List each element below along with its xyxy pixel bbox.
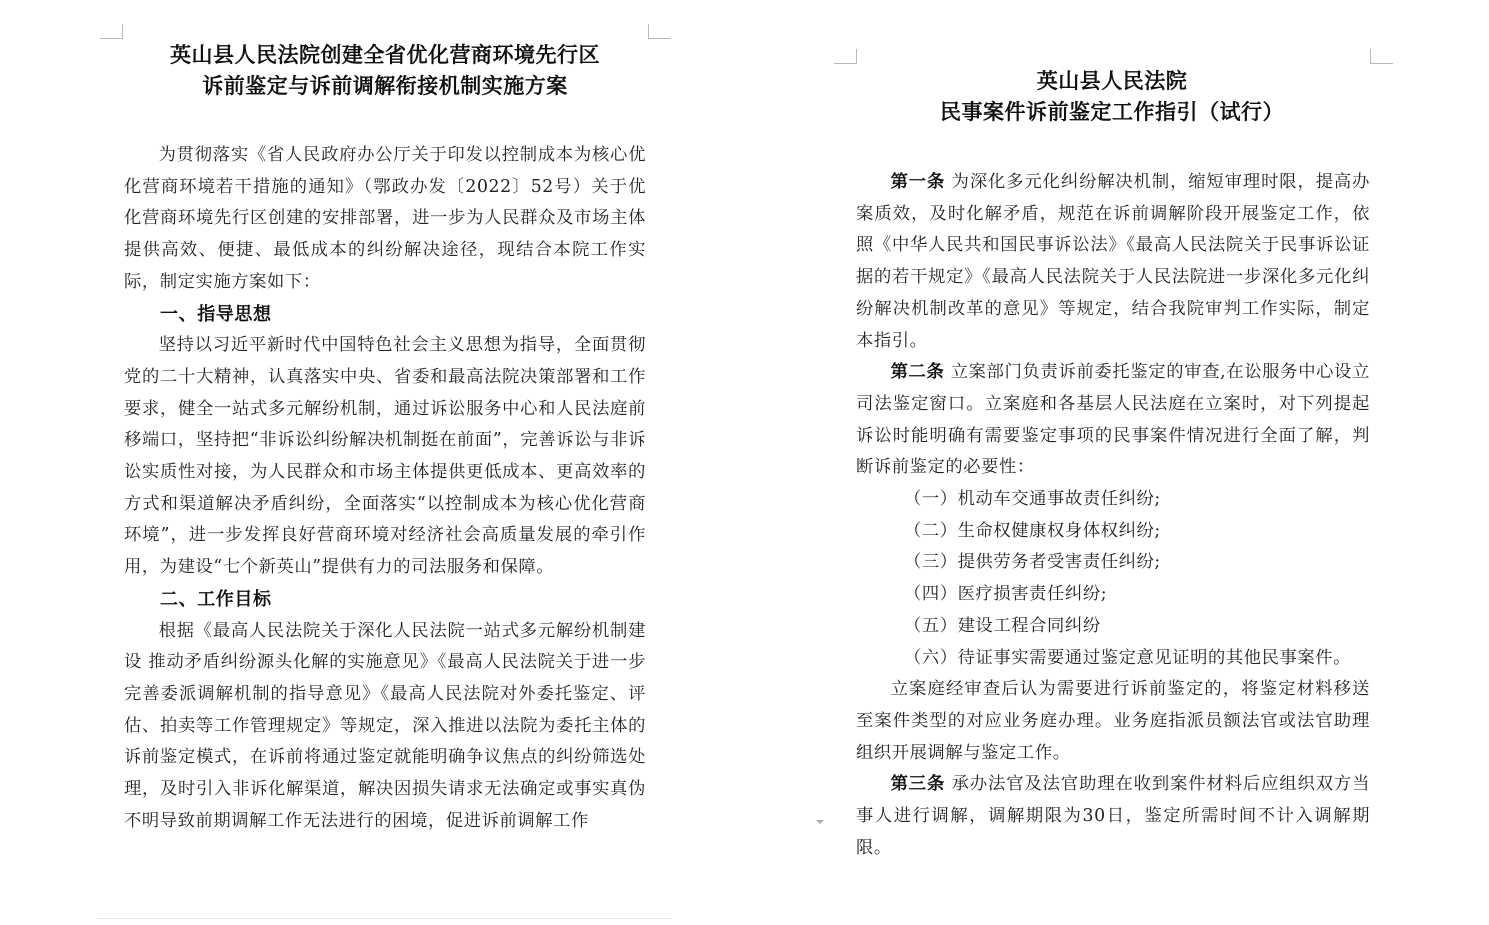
- article-3-text: 承办法官及法官助理在收到案件材料后应组织双方当事人进行调解，调解期限为30日，鉴定所需时间不计入调解期限。: [856, 774, 1370, 858]
- article-2-text: 立案部门负责诉前委托鉴定的审查,在讼服务中心设立司法鉴定窗口。立案庭和各基层人民法庭在立案时，对下列提起诉讼时能明确有需要鉴定事项的民事案件情况进行全面了解，判断诉前鉴定的必要性：: [856, 362, 1370, 478]
- left-title-line-1: 英山县人民法院创建全省优化营商环境先行区: [170, 43, 600, 67]
- list-item: （二）生命权健康权身体权纠纷;: [904, 520, 1161, 541]
- article-1-text: 为深化多元化纠纷解决机制，缩短审理时限，提高办案质效，及时化解矛盾，规范在诉前调解阶段开展鉴定工作，依照《中华人民共和国民事诉讼法》《最高人民法院关于民事诉讼证据的若干规定》《最高人民法院关于人民法院进一步深化多元化纠纷解决机制改革的意见》等规定，结合我院审判工作实际，制定本指引。: [856, 172, 1370, 351]
- section-heading-2: 二、工作目标: [160, 588, 272, 610]
- article-3: [856, 769, 1370, 864]
- left-document-body: [124, 140, 646, 837]
- section-2-paragraph: 根据《最高人民法院关于深化人民法院一站式多元解纷机制建设 推动矛盾纠纷源头化解的实施意见》《最高人民法院关于进一步完善委派调解机制的指导意见》《最高人民法院对外委托鉴定、评估、拍卖等工作管理规定》等规定，深入推进以法院为委托主体的诉前鉴定模式，在诉前将通过鉴定就能明确争议焦点的纠纷筛选处理，及时引入非诉化解渠道，解决因损失请求无法确定或事实真伪不明导致前期调解工作无法进行的困境，促进诉前调解工作: [124, 620, 646, 831]
- corner-mark-top-right: [1370, 49, 1393, 64]
- left-document-title: [98, 40, 672, 102]
- list-item: （三）提供劳务者受害责任纠纷;: [904, 552, 1161, 573]
- article-2-label: 第二条: [890, 362, 945, 383]
- right-document-page: [828, 0, 1396, 925]
- corner-mark-top-left: [834, 49, 857, 64]
- right-document-title: [828, 66, 1396, 128]
- list-item-6: （六）待证事实需要通过鉴定意见证明的其他民事案件。: [904, 647, 1352, 668]
- list-item: （五）建设工程合同纠纷: [904, 615, 1101, 636]
- paragraph-after-list: 立案庭经审查后认为需要进行诉前鉴定的，将鉴定材料移送至案件类型的对应业务庭办理。业务庭指派员额法官或法官助理组织开展调解与鉴定工作。: [856, 679, 1370, 763]
- article-3-label: 第三条: [890, 774, 946, 795]
- article-1-label: 第一条: [890, 172, 946, 192]
- right-title-line-1: 英山县人民法院: [1036, 69, 1188, 93]
- right-document-body: [856, 167, 1370, 864]
- scroll-indicator-icon: [816, 820, 824, 824]
- section-1-paragraph: 坚持以习近平新时代中国特色社会主义思想为指导，全面贯彻党的二十大精神，认真落实中央、省委和最高法院决策部署和工作要求，健全一站式多元解纷机制，通过诉讼服务中心和人民法庭前移端口，坚持把“非诉讼纠纷解决机制挺在前面”，完善诉讼与非诉讼实质性对接，为人民群众和市场主体提供更低成本、更高效率的方式和渠道解决矛盾纠纷，全面落实“以控制成本为核心优化营商环境”，进一步发挥良好营商环境对经济社会高质量发展的牵引作用，为建设“七个新英山”提供有力的司法服务和保障。: [124, 335, 646, 578]
- left-title-line-2: 诉前鉴定与诉前调解衔接机制实施方案: [202, 74, 568, 98]
- article-1: [856, 167, 1370, 357]
- left-document-page: [98, 0, 672, 919]
- list-item: （一）机动车交通事故责任纠纷;: [904, 489, 1161, 510]
- corner-mark-top-right: [648, 24, 671, 39]
- right-title-line-2: 民事案件诉前鉴定工作指引（试行）: [940, 100, 1284, 124]
- corner-mark-top-left: [100, 24, 123, 39]
- intro-paragraph: 为贯彻落实《省人民政府办公厅关于印发以控制成本为核心优化营商环境若干措施的通知》（鄂政办发〔2022〕52号）关于优化营商环境先行区创建的安排部署，进一步为人民群众及市场主体提供高效、便捷、最低成本的纠纷解决途径，现结合本院工作实际，制定实施方案如下：: [124, 145, 646, 292]
- article-2: [856, 357, 1370, 484]
- section-heading-1: 一、指导思想: [160, 303, 272, 325]
- list-item: （四）医疗损害责任纠纷;: [904, 584, 1108, 605]
